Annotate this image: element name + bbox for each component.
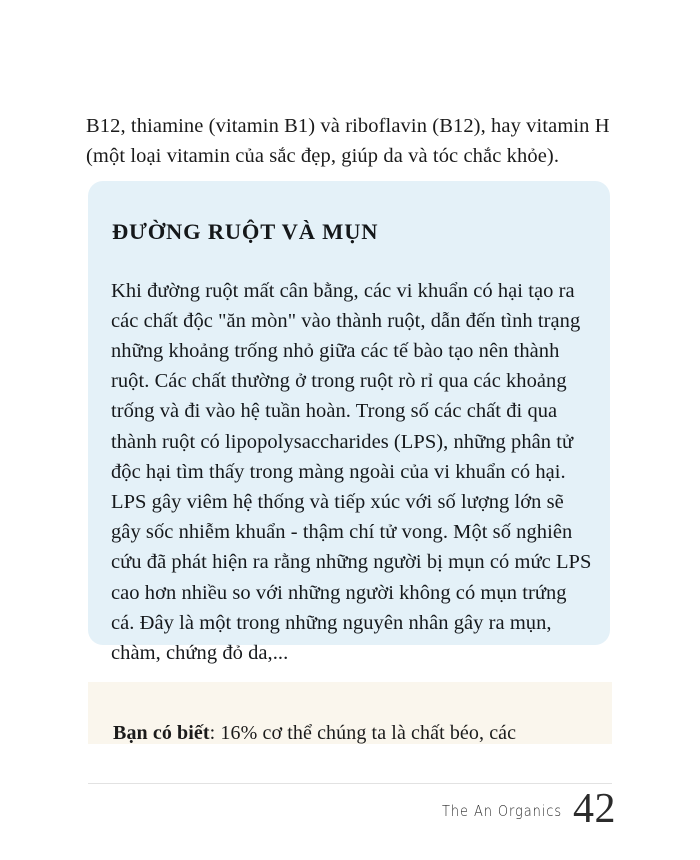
footer-brand-name: The An Organics [442,803,562,821]
blue-callout-heading: ĐƯỜNG RUỘT VÀ MỤN [112,218,379,244]
footer-divider [88,783,612,784]
page-footer [442,786,616,832]
blue-callout-body: Khi đường ruột mất cân bằng, các vi khuẩn có hại tạo ra các chất độc "ăn mòn" vào thành ruột, dẫn đến tình trạng những khoảng trống nhỏ giữa các tế bào tạo nên thành ruột. Các chất thường ở trong ruột rò rỉ qua các khoảng trống và đi vào hệ tuần hoàn. Trong số các chất đi qua thành ruột có lipopolysaccharides (LPS), những phân tử độc hại tìm thấy trong màng ngoài của vi khuẩn có hại. LPS gây viêm hệ thống và tiếp xúc với số lượng lớn sẽ gây sốc nhiễm khuẩn - thậm chí tử vong. Một số nghiên cứu đã phát hiện ra rằng những người bị mụn có mức LPS cao hơn nhiều so với những người không có mụn trứng cá. Đây là một trong những nguyên nhân gây ra mụn, chàm, chứng đỏ da,... [111,279,592,664]
cream-callout-box [88,682,612,744]
cream-callout-text [113,719,598,747]
footer-page-number: 42 [573,786,616,832]
intro-paragraph: B12, thiamine (vitamin B1) và riboflavin (B12), hay vitamin H (một loại vitamin của sắc đẹp, giúp da và tóc chắc khỏe). [86,114,610,167]
cream-callout-lead-label: Bạn có biết [113,722,210,744]
blue-callout-box [88,181,610,664]
cream-callout-body: : 16% cơ thể chúng ta là chất béo, các [209,722,517,744]
